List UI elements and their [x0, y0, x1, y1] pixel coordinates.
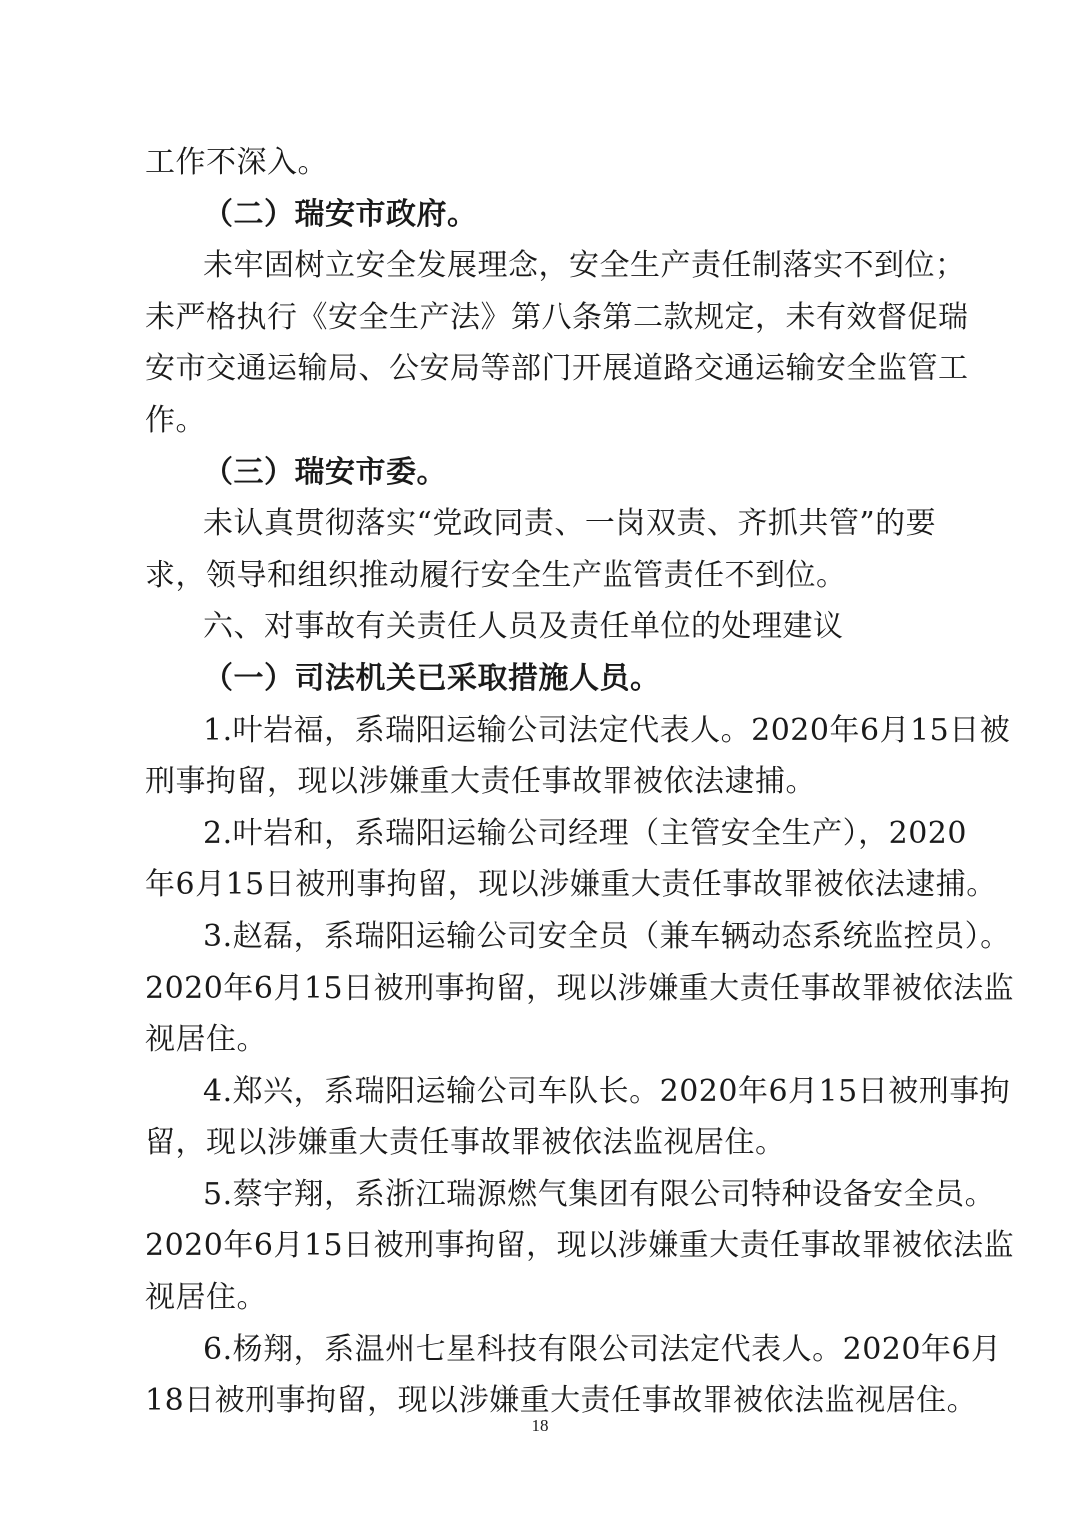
text-line: 年6月15日被刑事拘留，现以涉嫌重大责任事故罪被依法逮捕。	[145, 867, 997, 903]
section-heading-judicial-measures: （一）司法机关已采取措施人员。	[203, 660, 661, 696]
text-line: 5.蔡宇翔，系浙江瑞源燃气集团有限公司特种设备安全员。	[203, 1176, 996, 1212]
text-line: 安市交通运输局、公安局等部门开展道路交通运输安全监管工	[145, 351, 969, 387]
chapter-heading-handling-suggestions: 六、对事故有关责任人员及责任单位的处理建议	[203, 609, 844, 645]
text-line: 6.杨翔，系温州七星科技有限公司法定代表人。2020年6月	[203, 1331, 1002, 1367]
text-line: 1.叶岩福，系瑞阳运输公司法定代表人。2020年6月15日被	[203, 712, 1011, 748]
text-line: 未认真贯彻落实“党政同责、一岗双责、齐抓共管”的要	[203, 506, 937, 542]
text-line: 求，领导和组织推动履行安全生产监管责任不到位。	[145, 557, 847, 593]
text-line: 作。	[145, 402, 206, 438]
text-line: 3.赵磊，系瑞阳运输公司安全员（兼车辆动态系统监控员）。	[203, 918, 1011, 954]
text-line: 2020年6月15日被刑事拘留，现以涉嫌重大责任事故罪被依法监	[145, 1228, 1015, 1264]
section-heading-ruian-government: （二）瑞安市政府。	[203, 196, 478, 232]
text-line: 未严格执行《安全生产法》第八条第二款规定，未有效督促瑞	[145, 299, 969, 335]
document-body	[145, 137, 1015, 1427]
page-number: 18	[531, 1416, 549, 1435]
text-line: 4.郑兴，系瑞阳运输公司车队长。2020年6月15日被刑事拘	[203, 1073, 1011, 1109]
section-heading-ruian-party-committee: （三）瑞安市委。	[203, 454, 447, 490]
text-line: 视居住。	[145, 1280, 267, 1316]
text-line: 留，现以涉嫌重大责任事故罪被依法监视居住。	[145, 1125, 786, 1161]
text-line: 工作不深入。	[145, 145, 328, 180]
text-line: 2.叶岩和，系瑞阳运输公司经理（主管安全生产），2020	[203, 815, 967, 851]
text-line: 2020年6月15日被刑事拘留，现以涉嫌重大责任事故罪被依法监	[145, 970, 1015, 1006]
text-line: 刑事拘留，现以涉嫌重大责任事故罪被依法逮捕。	[145, 764, 816, 800]
text-line: 未牢固树立安全发展理念，安全生产责任制落实不到位；	[203, 248, 966, 284]
text-line: 18日被刑事拘留，现以涉嫌重大责任事故罪被依法监视居住。	[145, 1383, 978, 1419]
text-line: 视居住。	[145, 1022, 267, 1058]
